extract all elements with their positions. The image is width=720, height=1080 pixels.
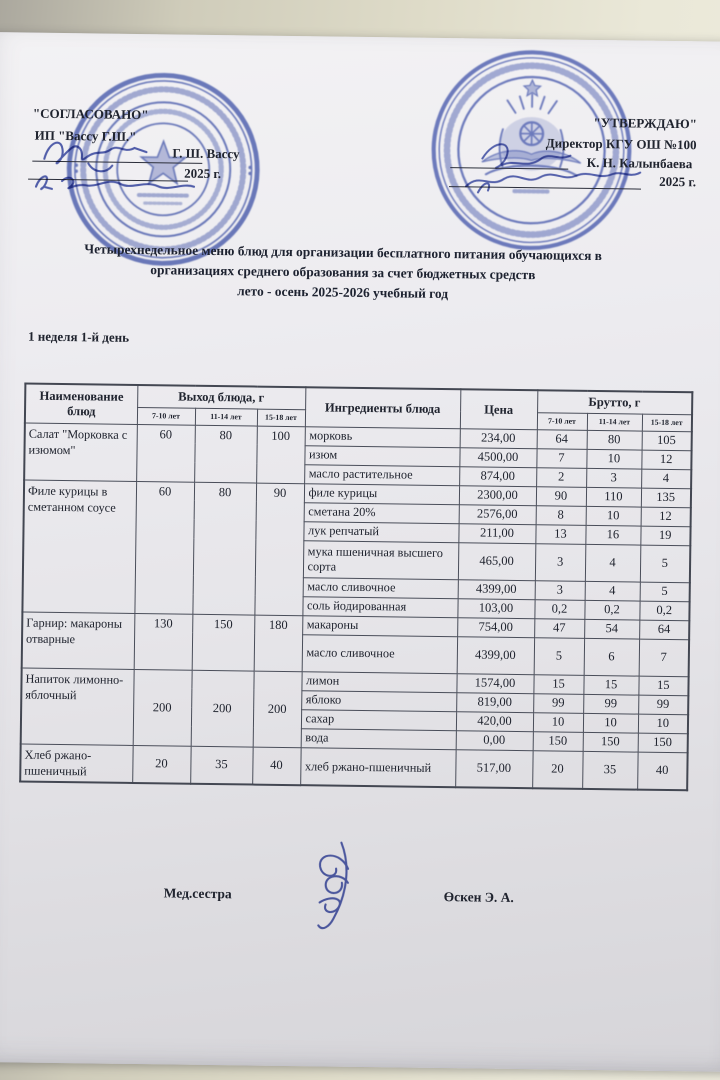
ingredient-brutto-cell: 150 [638,733,688,753]
document-paper [0,32,720,1072]
ingredient-name-cell: филе курицы [304,483,459,504]
ingredient-brutto-cell: 0,2 [534,599,584,619]
signature-right [454,130,665,208]
ingredient-brutto-cell: 20 [532,750,582,789]
title-line-2: организациях среднего образования за счет бюджетных средств [150,262,536,283]
ingredient-brutto-cell: 47 [534,618,584,638]
ingredient-price-cell: 4500,00 [459,447,536,467]
ingredient-brutto-cell: 15 [533,674,583,694]
ingredient-brutto-cell: 6 [584,638,639,676]
signature-nurse [289,834,390,945]
dish-output-cell: 90 [254,483,304,616]
approval-left-subtitle: ИП "Вассу Г.Ш." [34,127,137,144]
ingredient-price-cell: 4399,00 [457,636,534,674]
ingredient-brutto-cell: 12 [641,507,691,527]
ingredient-brutto-cell: 10 [583,713,638,733]
approval-right-year: 2025 г. [659,173,697,190]
approval-right-title: "УТВЕРЖДАЮ" [593,114,697,132]
age-group-brutto-1: 11-14 лет [587,413,642,431]
ingredient-brutto-cell: 110 [586,487,641,507]
ingredient-brutto-cell: 19 [640,526,690,546]
dish-output-cell: 130 [134,613,193,670]
ingredient-brutto-cell: 150 [583,732,638,752]
dish-output-cell: 80 [192,482,256,615]
age-group-brutto-0: 7-10 лет [537,412,587,430]
age-group-output-0: 7-10 лет [137,407,195,425]
ingredient-price-cell: 0,00 [456,730,533,750]
col-header-price: Цена [460,389,538,429]
ingredient-price-cell: 874,00 [459,466,536,486]
age-group-brutto-2: 15-18 лет [642,414,692,432]
title-line-1: Четырехнедельное меню блюд для организации бесплатного питания обучающихся в [84,241,603,264]
menu-table [19,383,693,792]
ingredient-brutto-cell: 3 [586,468,641,488]
ingredient-price-cell: 103,00 [457,598,534,618]
ingredient-brutto-cell: 13 [535,524,585,544]
ingredient-brutto-cell: 12 [641,450,691,470]
dish-output-cell: 60 [136,424,195,482]
dish-output-cell: 80 [194,425,257,483]
dish-output-cell: 150 [192,614,255,671]
ingredient-brutto-cell: 7 [639,639,689,677]
ingredient-brutto-cell: 10 [533,712,583,732]
ingredient-price-cell: 517,00 [455,749,532,788]
ingredient-name-cell: яблоко [301,690,456,711]
document-title [0,238,703,307]
ingredient-name-cell: масло растительное [304,464,459,485]
footer-role-label: Мед.сестра [163,885,232,902]
ingredient-brutto-cell: 64 [537,429,587,449]
ingredient-brutto-cell: 3 [535,580,585,600]
ingredient-brutto-cell: 0,2 [639,601,689,621]
dish-output-cell: 40 [252,747,300,786]
ingredient-brutto-cell: 5 [534,637,584,675]
title-line-3: лето - осень 2025-2026 учебный год [237,283,449,302]
col-header-brutto: Брутто, г [537,390,692,414]
ingredient-brutto-cell: 0,2 [584,600,639,620]
ingredient-brutto-cell: 4 [585,581,640,601]
col-header-ingredients: Ингредиенты блюда [305,387,460,428]
ingredient-brutto-cell: 2 [536,467,586,487]
ingredient-brutto-cell: 35 [582,751,637,790]
ingredient-brutto-cell: 10 [638,714,688,734]
ingredient-name-cell: макароны [302,615,457,636]
ingredient-brutto-cell: 135 [641,488,691,508]
age-group-output-1: 11-14 лет [195,408,257,426]
dish-output-cell: 100 [256,426,305,484]
dish-output-cell: 200 [133,669,192,746]
ingredient-brutto-cell: 8 [536,505,586,525]
ingredient-name-cell: морковь [305,426,460,447]
ingredient-name-cell: лук репчатый [303,521,458,542]
ingredient-brutto-cell: 54 [584,619,639,639]
ingredient-brutto-cell: 80 [587,430,642,450]
approval-right-signer: К. Н. Калынбаева [586,154,693,172]
approval-right-subtitle: Директор КГУ ОШ №100 [545,135,697,153]
ingredient-price-cell: 2300,00 [459,485,536,505]
ingredient-name-cell: соль йодированная [302,596,457,617]
ingredient-name-cell: хлеб ржано-пшеничный [300,747,455,787]
ingredient-brutto-cell: 40 [637,752,687,791]
ingredient-price-cell: 211,00 [458,523,535,543]
ingredient-name-cell: масло сливочное [302,634,457,673]
col-header-output: Выход блюда, г [137,385,305,409]
ingredient-brutto-cell: 5 [640,582,690,602]
ingredient-price-cell: 2576,00 [459,504,536,524]
ingredient-name-cell: мука пшеничная высшего сорта [303,540,458,579]
ingredient-name-cell: лимон [301,671,456,692]
ingredient-brutto-cell: 99 [638,695,688,715]
ingredient-brutto-cell: 4 [585,544,640,582]
ingredient-brutto-cell: 7 [536,448,586,468]
ingredient-brutto-cell: 99 [533,693,583,713]
dish-name-cell: Хлеб ржано-пшеничный [20,744,132,783]
dish-name-cell: Напиток лимонно-яблочный [21,668,134,745]
ingredient-name-cell: сахар [301,709,456,730]
dish-name-cell: Гарнир: макароны отварные [22,612,135,669]
ingredient-brutto-cell: 3 [535,543,585,581]
week-day-label: 1 неделя 1-й день [27,328,130,345]
ingredient-price-cell: 234,00 [460,428,537,448]
ingredient-brutto-cell: 10 [586,506,641,526]
ingredient-price-cell: 754,00 [457,617,534,637]
signature-left [28,129,259,212]
ingredient-price-cell: 465,00 [458,542,535,580]
dish-output-cell: 200 [191,670,254,747]
table-row [20,744,687,791]
ingredient-brutto-cell: 5 [640,545,690,583]
approval-left-year: 2025 г. [184,165,222,182]
ingredient-name-cell: вода [301,728,456,749]
footer-signer-name: Өскен Э. А. [443,889,514,905]
ingredient-brutto-cell: 90 [536,486,586,506]
ingredient-name-cell: сметана 20% [304,502,459,523]
approval-left-signer: Г. Ш. Вассу [172,145,240,162]
ingredient-name-cell: масло сливочное [303,577,458,598]
dish-output-cell: 20 [132,745,190,784]
ingredient-price-cell: 819,00 [456,692,533,712]
ingredient-price-cell: 1574,00 [456,673,533,693]
ingredient-brutto-cell: 99 [583,694,638,714]
dish-output-cell: 60 [134,481,194,614]
dish-output-cell: 35 [190,746,252,785]
ingredient-brutto-cell: 15 [583,675,638,695]
ingredient-name-cell: изюм [304,445,459,466]
ingredient-brutto-cell: 4 [641,469,691,489]
ingredient-brutto-cell: 10 [586,449,641,469]
ingredient-price-cell: 4399,00 [458,579,535,599]
approval-left-title: "СОГЛАСОВАНО" [32,105,149,123]
dish-name-cell: Салат "Морковка с изюмом" [24,423,137,481]
ingredient-brutto-cell: 15 [638,676,688,696]
dish-output-cell: 200 [253,671,302,748]
dish-name-cell: Филе курицы в сметанном соусе [22,480,136,613]
dish-output-cell: 180 [254,615,303,672]
ingredient-brutto-cell: 64 [639,620,689,640]
ingredient-brutto-cell: 105 [642,431,692,451]
ingredient-brutto-cell: 150 [533,731,583,751]
ingredient-price-cell: 420,00 [456,711,533,731]
age-group-output-2: 15-18 лет [257,409,305,427]
ingredient-brutto-cell: 16 [585,525,640,545]
col-header-dish-name: Наименование блюд [25,384,138,424]
